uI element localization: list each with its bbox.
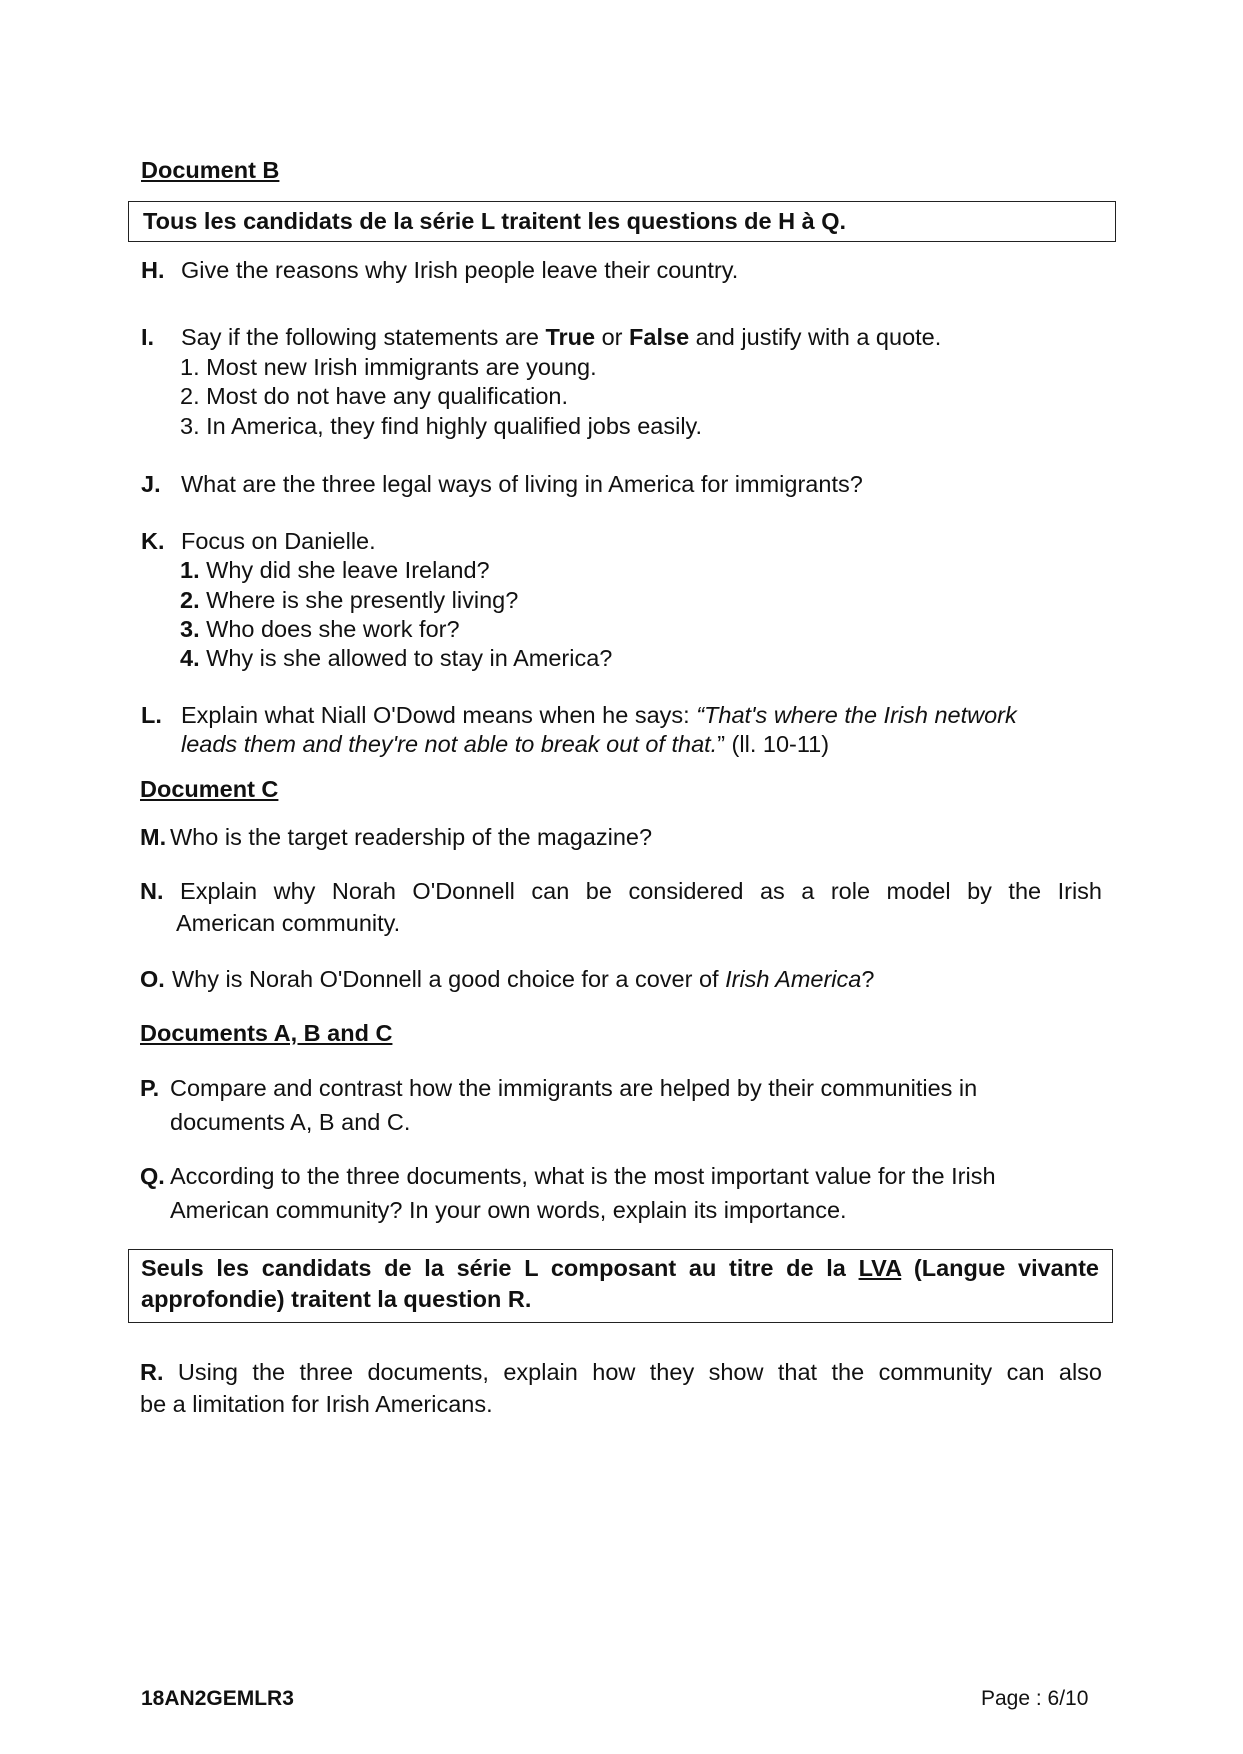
k-item (180, 556, 490, 584)
question-l-line2 (181, 730, 829, 758)
question-text: ? (861, 966, 875, 992)
question-text: Focus on Danielle. (181, 528, 376, 554)
quote-text: “That's where the Irish network (696, 702, 1017, 728)
question-text: Explain what Niall O'Dowd means when he says: (181, 702, 697, 728)
item-number: 3. (180, 616, 200, 642)
question-l (141, 701, 1017, 729)
question-label: K. (141, 528, 165, 554)
document-code: 18AN2GEMLR3 (141, 1687, 294, 1710)
k-item (180, 644, 612, 672)
line-reference: ” (ll. 10-11) (717, 731, 830, 757)
false-keyword: False (629, 324, 690, 350)
item-number: 2. (180, 587, 200, 613)
k-item (180, 615, 460, 643)
question-label: N. (140, 878, 164, 904)
question-label: O. (140, 966, 165, 992)
question-n-line2: American community. (176, 910, 401, 936)
lva-text: Seuls les candidats de la série L composant au titre de la (141, 1255, 859, 1281)
lva-abbr: LVA (858, 1255, 902, 1281)
question-text: Compare and contrast how the immigrants are helped by their communities in (170, 1075, 978, 1101)
question-k (141, 527, 376, 555)
statement-item: 3. In America, they find highly qualified jobs easily. (180, 413, 703, 439)
item-text: Why is she allowed to stay in America? (199, 645, 613, 671)
question-i (141, 323, 941, 351)
question-text: What are the three legal ways of living in America for immigrants? (181, 471, 863, 497)
documents-abc-heading: Documents A, B and C (140, 1020, 393, 1046)
item-number: 1. (180, 557, 200, 583)
question-h (141, 256, 738, 284)
question-text: Using the three documents, explain how they show that the community can also (177, 1359, 1102, 1385)
lva-line2: approfondie) traitent la question R. (141, 1286, 532, 1312)
item-text: Where is she presently living? (199, 587, 519, 613)
question-q-line2: American community? In your own words, explain its importance. (170, 1197, 847, 1223)
question-q (140, 1162, 996, 1190)
statement-item: 1. Most new Irish immigrants are young. (180, 354, 597, 380)
question-label: M. (140, 824, 167, 850)
item-text: Why did she leave Ireland? (199, 557, 490, 583)
magazine-title: Irish America (725, 966, 862, 992)
lva-instruction-box (128, 1249, 1113, 1323)
question-r-line2: be a limitation for Irish Americans. (140, 1391, 493, 1417)
question-text: Explain why Norah O'Donnell can be considered as a role model by the Irish (180, 878, 1102, 904)
true-keyword: True (545, 324, 596, 350)
question-label: P. (140, 1075, 160, 1101)
question-r (140, 1358, 1102, 1386)
question-label: L. (141, 702, 162, 728)
question-n (140, 877, 1102, 905)
instruction-text: Tous les candidats de la série L traitent les questions de H à Q. (143, 208, 847, 234)
question-text: or (595, 324, 630, 350)
question-label: Q. (140, 1163, 165, 1189)
instruction-box (128, 201, 1116, 242)
question-label: J. (141, 471, 161, 497)
question-text: Give the reasons why Irish people leave their country. (181, 257, 739, 283)
page-number: Page : 6/10 (981, 1687, 1089, 1710)
question-text: Who is the target readership of the magazine? (170, 824, 653, 850)
statement-item: 2. Most do not have any qualification. (180, 383, 568, 409)
question-label: R. (140, 1359, 164, 1385)
question-text: Say if the following statements are (181, 324, 546, 350)
quote-text: leads them and they're not able to break out of that. (181, 731, 718, 757)
k-item (180, 586, 518, 614)
question-text: Why is Norah O'Donnell a good choice for a cover of (172, 966, 726, 992)
item-text: Who does she work for? (199, 616, 460, 642)
lva-text: (Langue vivante (901, 1255, 1099, 1281)
question-m (140, 823, 652, 851)
question-text: According to the three documents, what is the most important value for the Irish (170, 1163, 996, 1189)
question-text: and justify with a quote. (689, 324, 942, 350)
question-label: I. (141, 324, 155, 350)
document-c-heading: Document C (140, 776, 279, 802)
item-number: 4. (180, 645, 200, 671)
document-b-heading: Document B (141, 157, 280, 183)
question-p-line2: documents A, B and C. (170, 1109, 411, 1135)
lva-line1 (141, 1254, 1099, 1282)
question-label: H. (141, 257, 165, 283)
question-o (140, 965, 874, 993)
question-p (140, 1074, 977, 1102)
question-j (141, 470, 863, 498)
